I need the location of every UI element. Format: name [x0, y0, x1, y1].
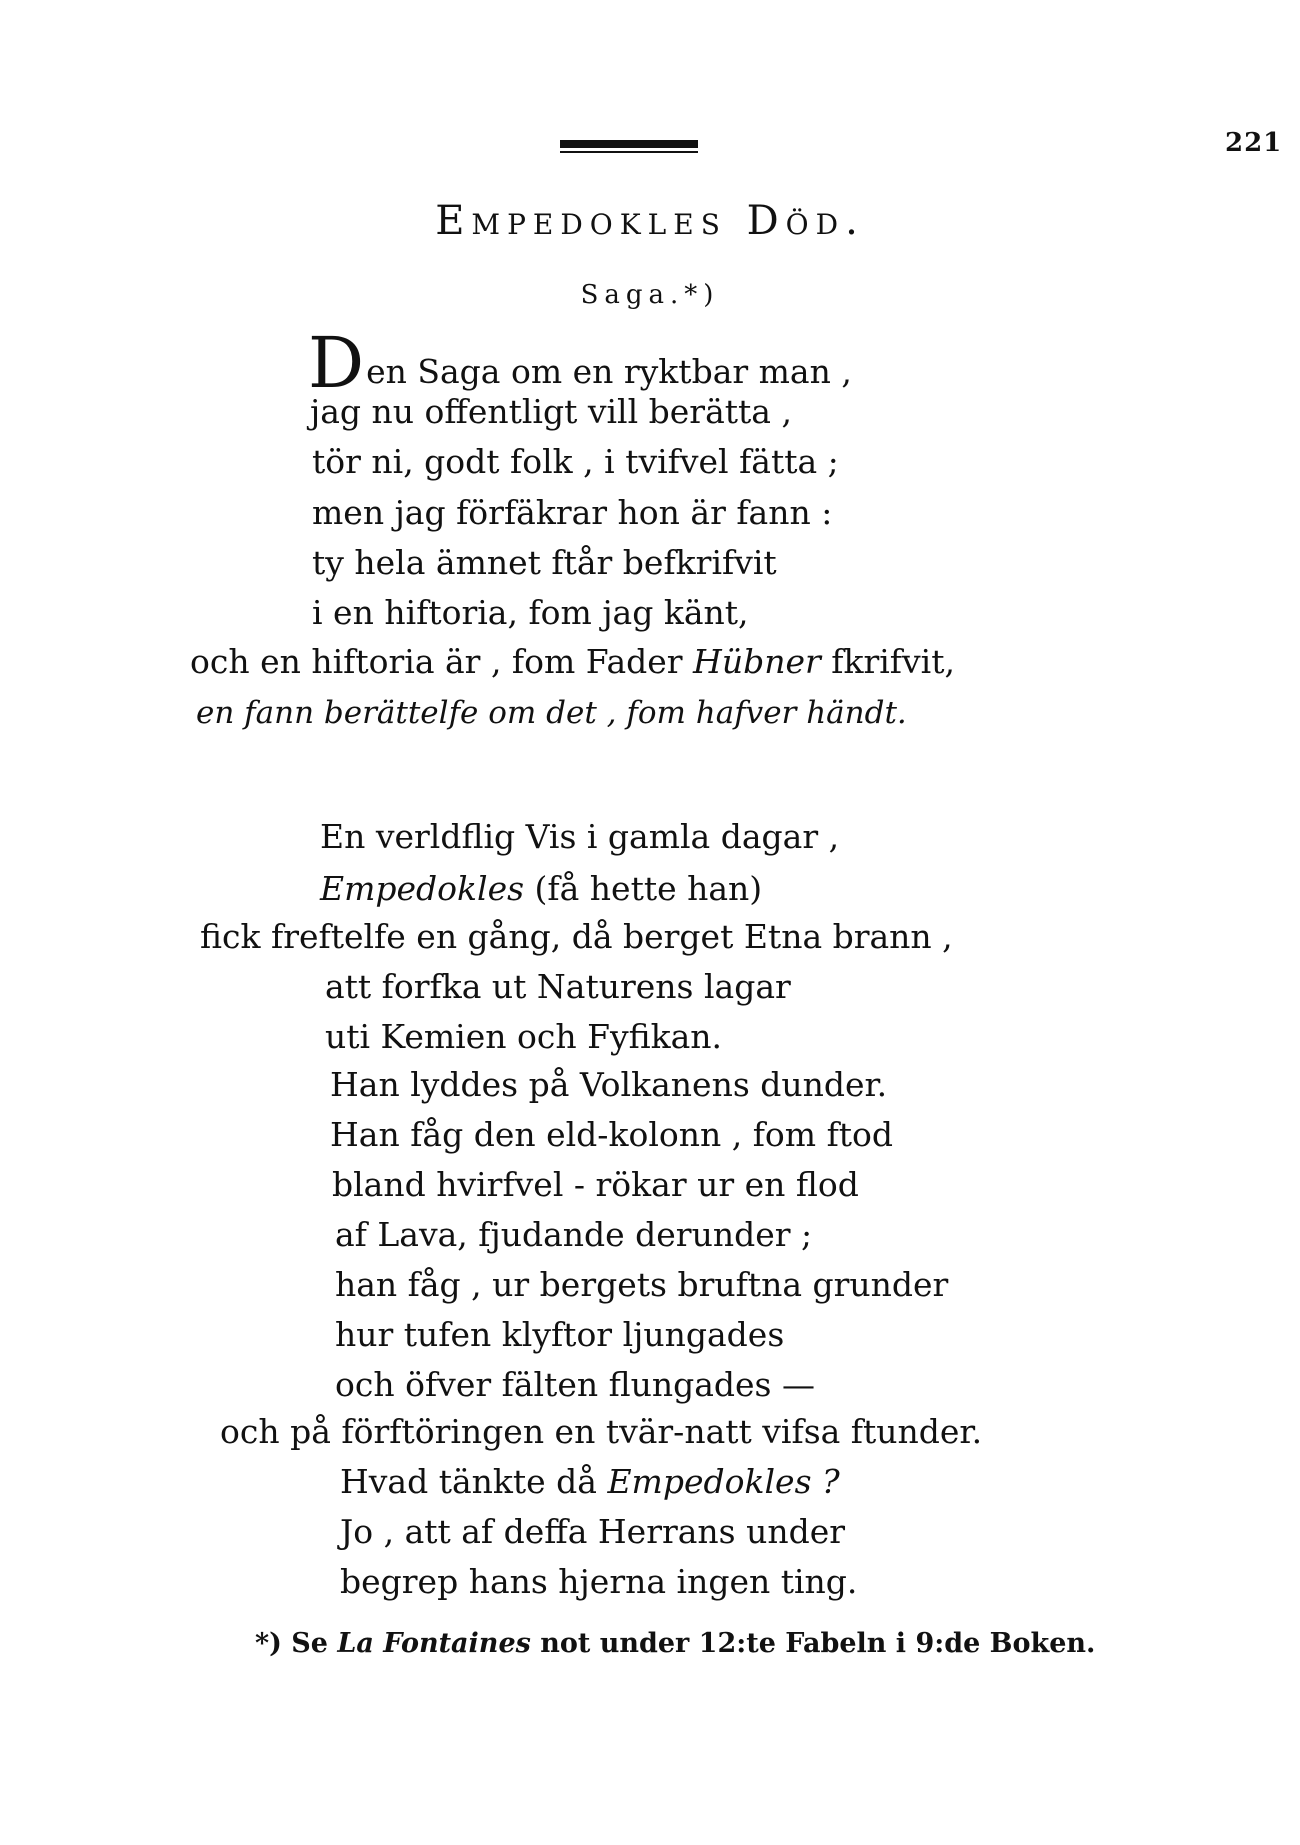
stanza1-line-8: en fann berättelfe om det , fom hafver händt. — [196, 695, 907, 731]
stanza2-line-12: och öfver fälten flungades — — [335, 1365, 815, 1404]
drop-cap: D — [308, 322, 365, 404]
stanza2-line-9: af Lava, fjudande derunder ; — [335, 1215, 813, 1254]
stanza1-line-6: i en hiftoria, fom jag känt, — [312, 593, 749, 632]
stanza2-line-14-pre: Hvad tänkte då — [340, 1462, 608, 1501]
header-rule-thin — [560, 151, 698, 153]
header-rule-thick — [560, 140, 698, 148]
stanza2-line-4: att forfka ut Naturens lagar — [325, 967, 791, 1006]
poem-subtitle: Saga.*) — [580, 280, 720, 310]
name-empedokles-question: Empedokles ? — [607, 1462, 840, 1501]
poem-title: Empedokles Död. — [435, 198, 865, 244]
stanza2-line-11: hur tufen klyftor ljungades — [335, 1315, 785, 1354]
header-rule — [560, 140, 698, 153]
stanza2-line-6: Han lyddes på Volkanens dunder. — [330, 1065, 888, 1104]
stanza2-line-5: uti Kemien och Fyfikan. — [325, 1017, 723, 1056]
stanza2-line-2 — [320, 869, 763, 908]
stanza1-line-3: tör ni, godt folk , i tvifvel fätta ; — [312, 442, 839, 481]
name-empedokles: Empedokles — [320, 869, 525, 908]
footnote-pre: *) Se — [255, 1628, 338, 1659]
author-name-hubner: Hübner — [693, 642, 821, 681]
stanza1-line-1-text: en Saga om en ryktbar man , — [366, 352, 852, 391]
page-number: 221 — [1225, 128, 1283, 158]
stanza1-line-7-pre: och en hiftoria är , fom Fader — [190, 642, 694, 681]
stanza2-line-10: han fåg , ur bergets bruftna grunder — [335, 1265, 949, 1304]
stanza1-line-7 — [190, 642, 955, 681]
footnote — [255, 1628, 1095, 1659]
stanza2-line-3: fick freftelfe en gång, då berget Etna brann , — [200, 917, 953, 956]
stanza2-line-8: bland hvirfvel - rökar ur en flod — [332, 1165, 859, 1204]
stanza2-line-14 — [340, 1462, 840, 1501]
stanza1-line-1 — [308, 322, 852, 404]
stanza2-line-15: Jo , att af deffa Herrans under — [340, 1512, 846, 1551]
stanza1-line-5: ty hela ämnet ftår befkrifvit — [312, 543, 777, 582]
stanza2-line-2-post: (få hette han) — [524, 869, 763, 908]
stanza1-line-2: jag nu offentligt vill berätta , — [310, 392, 792, 431]
stanza1-line-7-post: fkrifvit, — [820, 642, 955, 681]
stanza2-line-1: En verldflig Vis i gamla dagar , — [320, 817, 840, 856]
footnote-author: La Fontaines — [337, 1628, 531, 1659]
stanza1-line-4: men jag förfäkrar hon är fann : — [312, 493, 833, 532]
footnote-post: not under 12:te Fabeln i 9:de Boken. — [530, 1628, 1096, 1659]
stanza2-line-13: och på förftöringen en tvär-natt vifsa ftunder. — [220, 1412, 983, 1451]
stanza2-line-7: Han fåg den eld-kolonn , fom ftod — [330, 1115, 894, 1154]
stanza2-line-16: begrep hans hjerna ingen ting. — [340, 1562, 858, 1601]
